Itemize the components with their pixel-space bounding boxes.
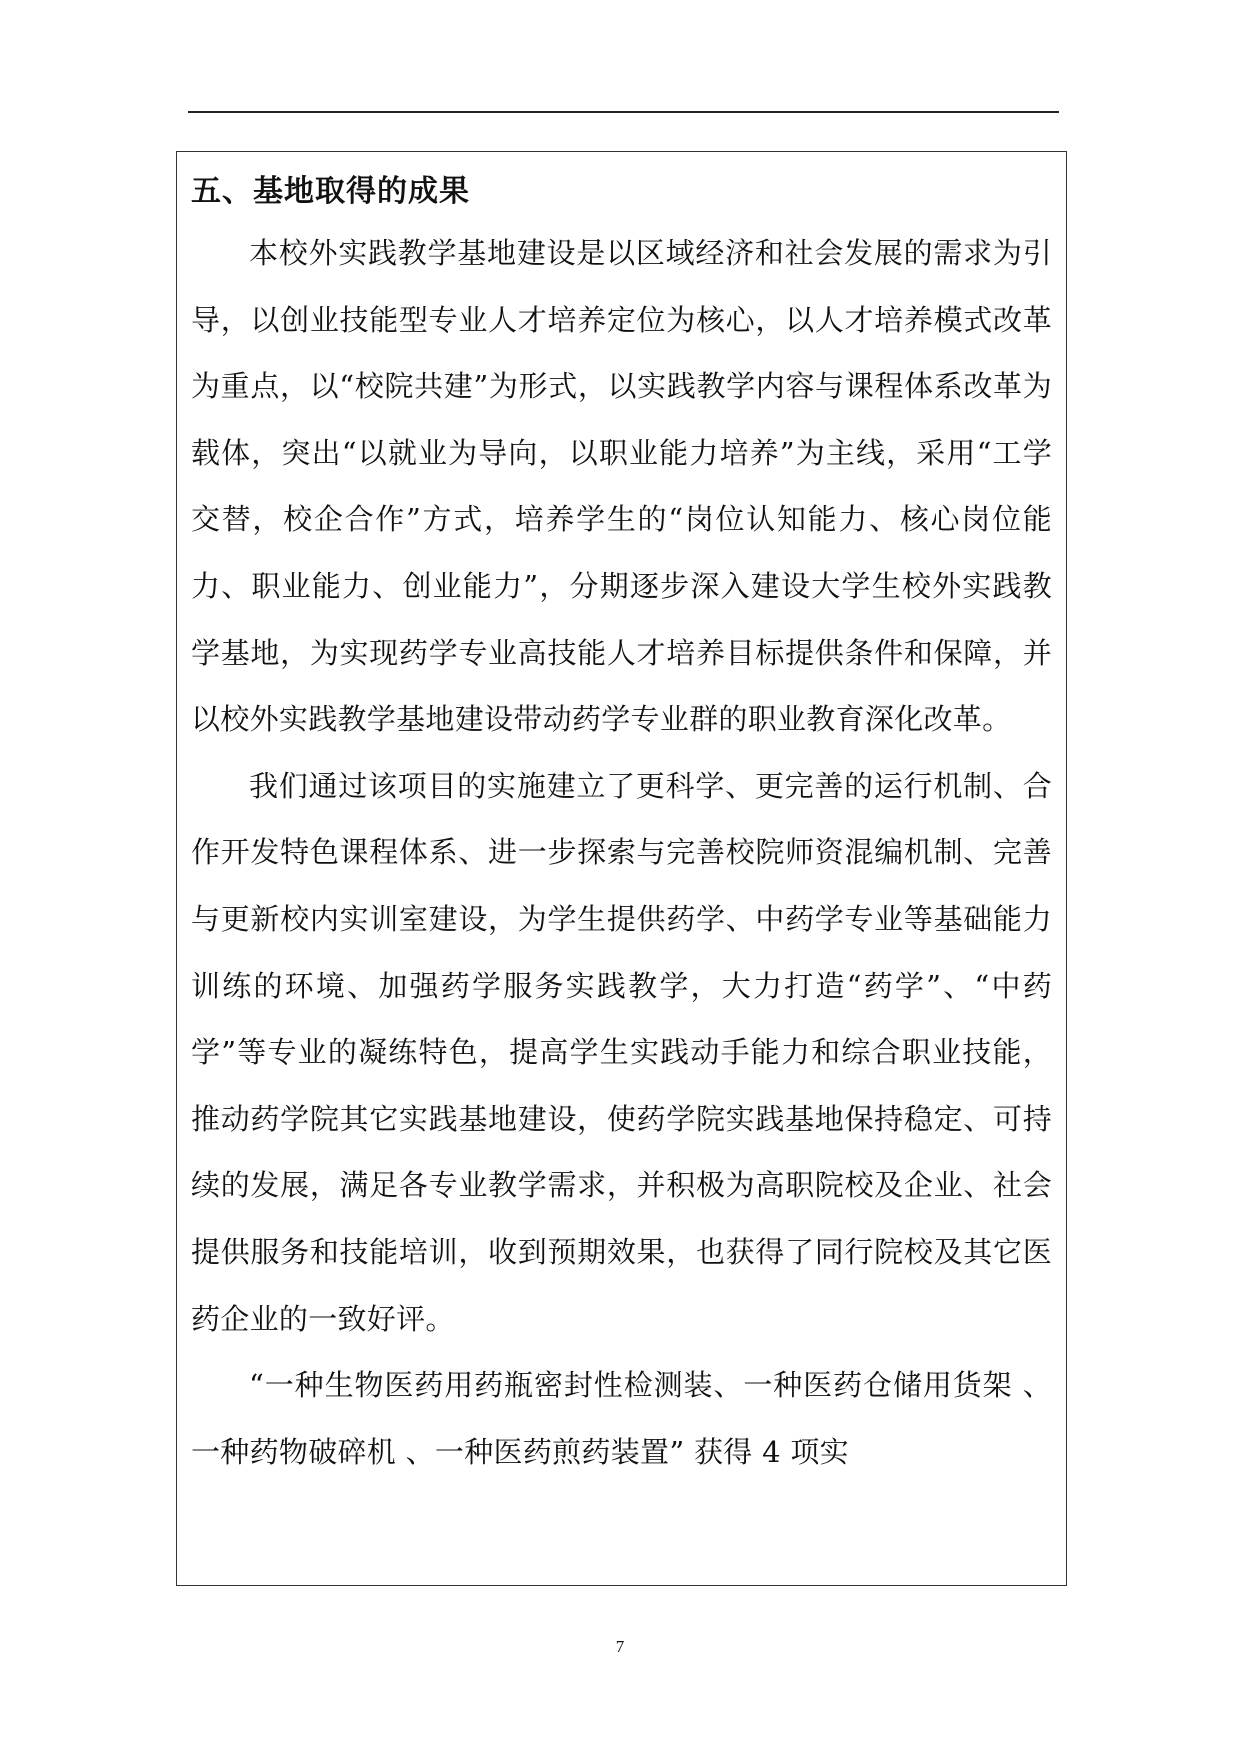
section-title: 五、基地取得的成果 [191,174,470,209]
content-table-cell [176,151,1067,1586]
header-rule [188,111,1059,113]
page-number: 7 [615,1637,625,1656]
paragraph-base-overview: 本校外实践教学基地建设是以区域经济和社会发展的需求为引导，以创业技能型专业人才培养定位为核心，以人才培养模式改革为重点，以“校院共建”为形式，以实践教学内容与课程体系改革为载体，突出“以就业为导向，以职业能力培养”为主线，采用“工学交替，校企合作”方式，培养学生的“岗位认知能力、核心岗位能力、职业能力、创业能力”，分期逐步深入建设大学生校外实践教学基地，为实现药学专业高技能人才培养目标提供条件和保障，并以校外实践教学基地建设带动药学专业群的职业教育深化改革。 [191,236,1052,737]
paragraph-patents: “一种生物医药用药瓶密封性检测装、一种医药仓储用货架 、一种药物破碎机 、一种医药煎药装置” 获得 4 项实 [191,1368,1052,1469]
paragraph-project-outcomes: 我们通过该项目的实施建立了更科学、更完善的运行机制、合作开发特色课程体系、进一步探索与完善校院师资混编机制、完善与更新校内实训室建设，为学生提供药学、中药学专业等基础能力训练的环境、加强药学服务实践教学，大力打造“药学”、“中药学”等专业的凝练特色，提高学生实践动手能力和综合职业技能，推动药学院其它实践基地建设，使药学院实践基地保持稳定、可持续的发展，满足各专业教学需求，并积极为高职院校及企业、社会提供服务和技能培训，收到预期效果，也获得了同行院校及其它医药企业的一致好评。 [191,768,1052,1336]
